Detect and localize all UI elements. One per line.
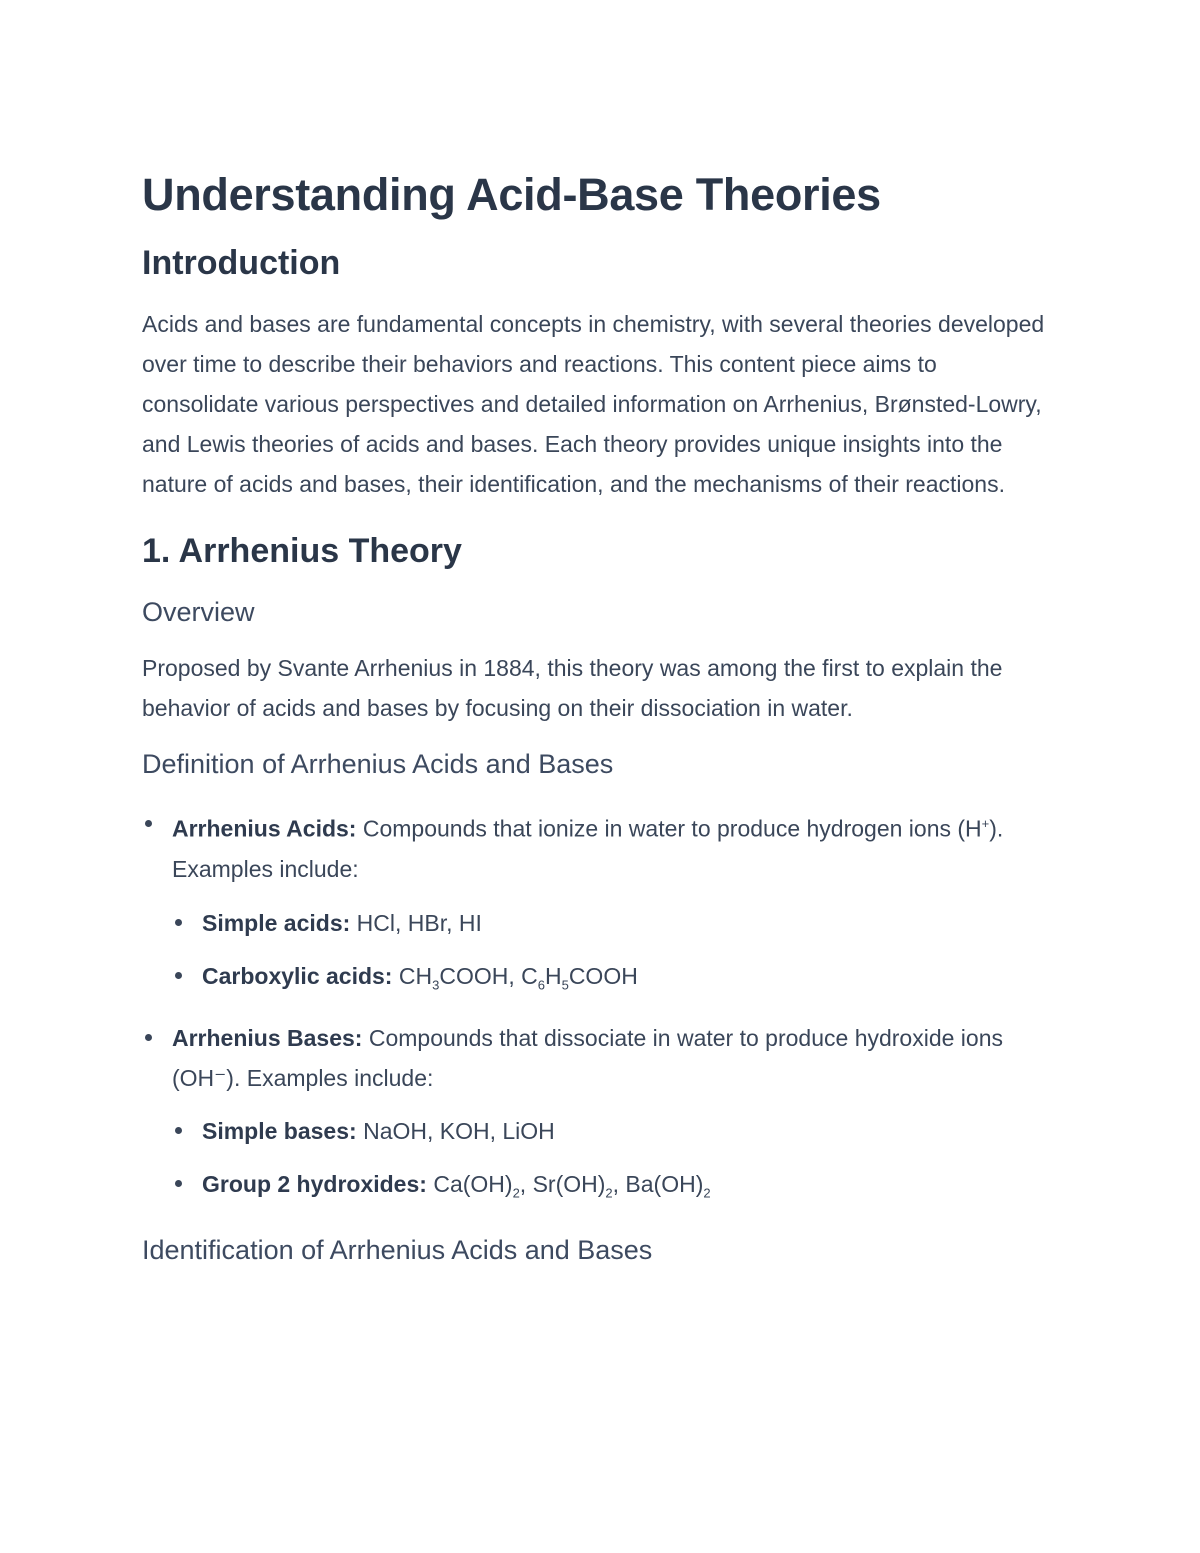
simple-bases-label: Simple bases: <box>202 1118 357 1145</box>
list-item-arrhenius-acids <box>142 804 1062 1005</box>
arrhenius-acids-text: Compounds that ionize in water to produce hydrogen ions (H <box>356 815 982 842</box>
carboxylic-acids-formula: $CH_3COOH$, $C_6H_5COOH$ <box>398 962 638 993</box>
list-item-group2-hydroxides <box>172 1164 1062 1214</box>
arrhenius-bases-text: Compounds that dissociate in water to produce hydroxide ions (OH⁻). Examples include: <box>172 1025 1003 1092</box>
arrhenius-bases-label: Arrhenius Bases: <box>172 1025 363 1052</box>
definition-heading: Definition of Arrhenius Acids and Bases <box>142 749 614 779</box>
group2-hydroxides-label: Group 2 hydroxides: <box>202 1171 427 1198</box>
base-examples-list <box>172 1111 1062 1214</box>
list-item-carboxylic-acids <box>172 956 1062 1006</box>
arrhenius-acids-label: Arrhenius Acids: <box>172 815 357 842</box>
hydrogen-ion-charge: + <box>981 816 990 831</box>
group2-hydroxides-formula: $Ca(OH)_2$, $Sr(OH)_2$, $Ba(OH)_2$ <box>433 1171 711 1201</box>
arrhenius-acids-text-end: ). Examples include: <box>172 815 1004 882</box>
page-title: Understanding Acid-Base Theories <box>142 169 881 220</box>
identification-heading: Identification of Arrhenius Acids and Bases <box>142 1234 653 1265</box>
intro-paragraph: Acids and bases are fundamental concepts in chemistry, with several theories developed over time to describe their behaviors and reactions. This content piece aims to consolidate various perspectives and detailed information on Arrhenius, Brønsted-Lowry, and Lewis theories of acids and bases. Each theory provides unique insights into the nature of acids and bases, their identification, and the mechanisms of their reactions. <box>142 311 1045 497</box>
simple-acids-text: HCl, HBr, HI <box>350 909 482 936</box>
overview-paragraph: Proposed by Svante Arrhenius in 1884, this theory was among the first to explain the behavior of acids and bases by focusing on their dissociation in water. <box>142 655 1003 721</box>
document-page <box>142 160 1062 1270</box>
list-item-simple-bases <box>172 1111 1062 1151</box>
carboxylic-acids-label: Carboxylic acids: <box>202 962 393 989</box>
list-item-arrhenius-bases <box>142 1018 1062 1214</box>
overview-heading: Overview <box>142 597 255 627</box>
arrhenius-heading: 1. Arrhenius Theory <box>142 532 462 570</box>
simple-acids-label: Simple acids: <box>202 909 351 936</box>
acid-examples-list <box>172 903 1062 1006</box>
list-item-simple-acids <box>172 903 1062 943</box>
definition-list <box>142 804 1062 1214</box>
intro-heading: Introduction <box>142 244 341 282</box>
simple-bases-text: NaOH, KOH, LiOH <box>356 1118 555 1145</box>
